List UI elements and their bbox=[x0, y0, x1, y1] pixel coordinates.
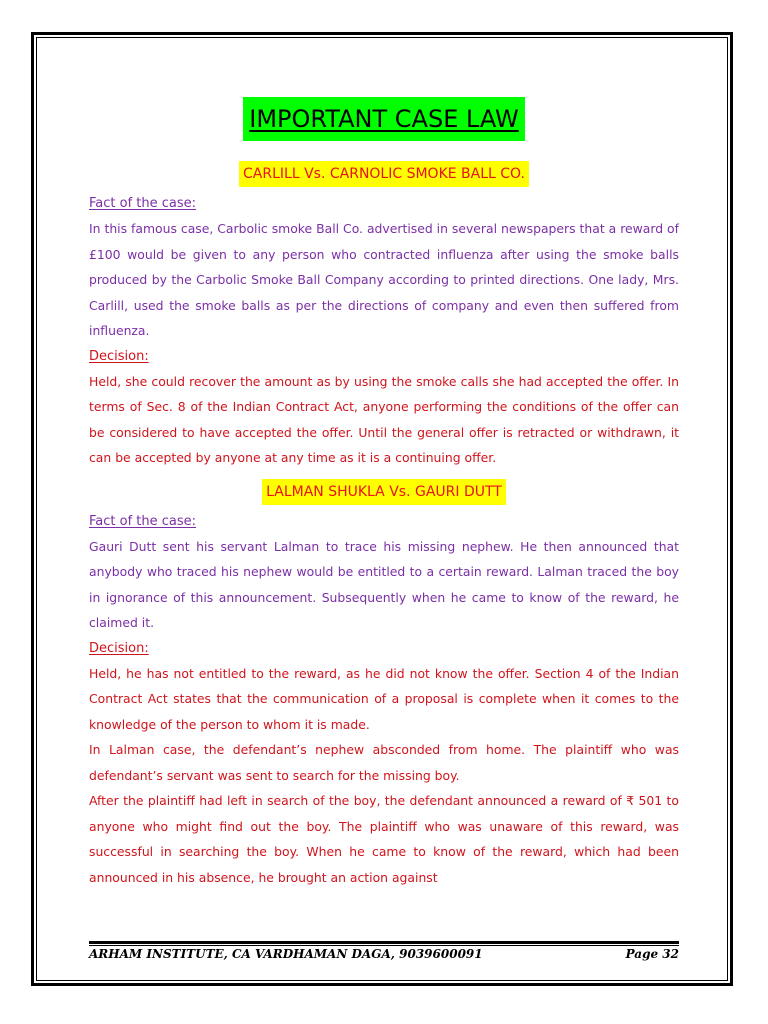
page-title: IMPORTANT CASE LAW bbox=[243, 97, 525, 141]
fact-text: Gauri Dutt sent his servant Lalman to trace his missing nephew. He then announced that anybody who traced his nephew would be entitled to a certain reward. Lalman traced the boy in ignorance of this announcement. Subsequently when he came to know of the reward, he claimed it. bbox=[89, 538, 679, 630]
case-carlill bbox=[89, 161, 679, 471]
case-lalman bbox=[89, 479, 679, 891]
case-title-row bbox=[89, 161, 679, 187]
decision-text: After the plaintiff had left in search of the boy, the defendant announced a reward of ₹ 501 to anyone who might find out the boy. The plaintiff who was unaware of this reward, was successful in searching the boy. When he came to know of the reward, which had been announced in his absence, he brought an action against bbox=[89, 793, 679, 885]
case-title: CARLILL Vs. CARNOLIC SMOKE BALL CO. bbox=[239, 161, 529, 187]
footer-rule-thin bbox=[89, 945, 679, 946]
footer-rule bbox=[89, 941, 679, 944]
decision-label: Decision: bbox=[89, 640, 149, 656]
decision-text: Held, she could recover the amount as by using the smoke calls she had accepted the offer. In terms of Sec. 8 of the Indian Contract Act, anyone performing the conditions of the offer can be considered to have accepted the offer. Until the general offer is retracted or withdrawn, it can be accepted by anyone at any time as it is a continuing offer. bbox=[89, 373, 679, 465]
decision-label: Decision: bbox=[89, 348, 149, 364]
main-title-row bbox=[89, 97, 679, 141]
case-title-row bbox=[89, 479, 679, 505]
fact-label: Fact of the case: bbox=[89, 513, 197, 529]
decision-text: In Lalman case, the defendant’s nephew absconded from home. The plaintiff who was defendant’s servant was sent to search for the missing boy. bbox=[89, 742, 679, 783]
decision-text: Held, he has not entitled to the reward, as he did not know the offer. Section 4 of the Indian Contract Act states that the communication of a proposal is complete when it comes to the knowledge of the person to whom it is made. bbox=[89, 665, 679, 732]
fact-label: Fact of the case: bbox=[89, 196, 197, 211]
document-body bbox=[89, 97, 679, 890]
page-number: Page 32 bbox=[625, 947, 679, 961]
footer-institute: ARHAM INSTITUTE, CA VARDHAMAN DAGA, 9039600091 bbox=[89, 947, 483, 961]
case-spacer bbox=[89, 471, 679, 479]
case-title: LALMAN SHUKLA Vs. GAURI DUTT bbox=[262, 479, 506, 505]
fact-text: In this famous case, Carbolic smoke Ball Co. advertised in several newspapers that a reward of £100 would be given to any person who contracted influenza after using the smoke balls produced by the Carbolic Smoke Ball Company according to printed directions. One lady, Mrs. Carlill, used the smoke balls as per the directions of company and even then suffered from influenza. bbox=[89, 221, 679, 338]
page-footer bbox=[89, 947, 679, 967]
